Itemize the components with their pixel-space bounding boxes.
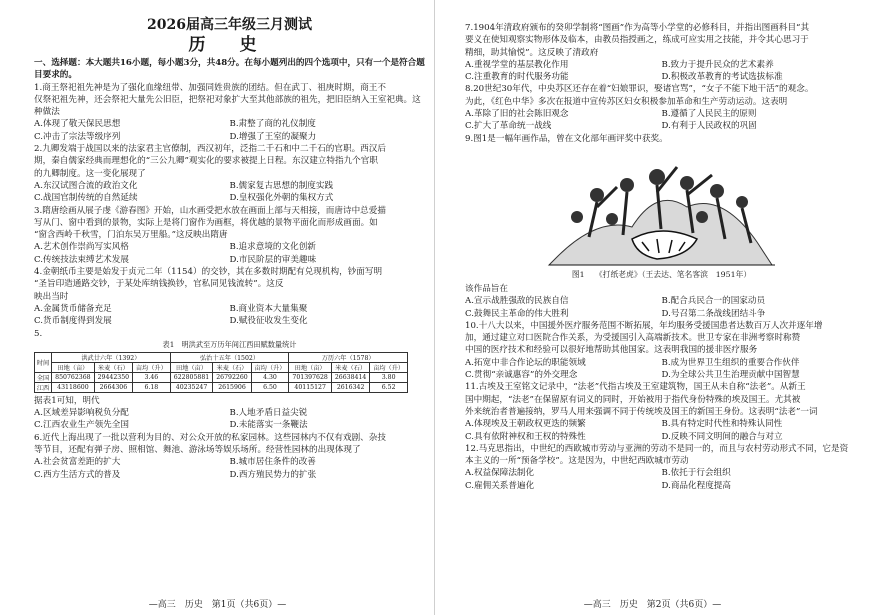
- answer-option: C.鼓舞民主革命的伟大胜利: [465, 308, 569, 319]
- table-subhead: 田地（亩）: [170, 362, 213, 372]
- answer-options: [465, 295, 858, 320]
- table-cell: 3.46: [133, 372, 171, 382]
- question-stem-line: 期，秦自儒家经典而理想化的“三公九卿”观实化的要求被提上日程。东汉建立特指九个官职: [34, 156, 378, 167]
- table-cell: 3.80: [370, 372, 408, 382]
- table-cell: 622805881: [170, 372, 213, 382]
- answer-options: [34, 118, 425, 143]
- answer-option: D.商品化程度提高: [661, 480, 731, 491]
- figure-caption: [465, 269, 858, 281]
- question-stem-line: 3.隋唐绘画从展子虔《游春图》开始，山水画受把水放在画面上部与天相接，而唐诗中总爱描: [34, 205, 386, 216]
- answer-option: A.宣示战胜强敌的民族自信: [465, 296, 569, 307]
- answer-option: B.追求意境的文化创新: [229, 242, 316, 253]
- answer-options: [34, 180, 425, 205]
- table-period: 弘治十五年（1502）: [170, 352, 289, 362]
- question-stem-line: 11.古埃及王室铭文记录中，“法老”代指古埃及王室建筑物，国王从未自称“法老”。从新王: [465, 382, 806, 393]
- answer-option: B.遵循了人民民主的原则: [661, 109, 757, 120]
- answer-option: C.贯彻“亲诚惠容”的外交理念: [465, 370, 578, 381]
- question-stem-line: 1.商王祭祀祖先神是为了强化血缘纽带、加强同姓贵族的团结。但在武丁、祖庚时期，商王不: [34, 82, 386, 93]
- answer-options: [34, 241, 425, 266]
- answer-option: A.金属货币储备充足: [34, 303, 112, 314]
- table-subhead: 亩均（升）: [251, 362, 289, 372]
- answer-option: B.具有特定时代性和特殊认同性: [661, 419, 783, 430]
- answer-option: A.体现了敬天保民思想: [34, 119, 121, 130]
- answer-option: D.有利于人民政权的巩固: [661, 121, 757, 132]
- table-cell: 6.18: [133, 382, 171, 392]
- answer-option: D.未能落实一条鞭法: [229, 420, 308, 431]
- answer-option: A.东汉试图合流的政治文化: [34, 180, 138, 191]
- table-subhead: 亩均（升）: [370, 362, 408, 372]
- question-stem-line: 4.金朝纸币主要是始发于贞元二年（1154）的交钞，其在多数时期配有兑现机构，钞面写明: [34, 267, 383, 278]
- question-stem-line: 该作品旨在: [465, 283, 508, 294]
- question-stem-line: 为此，《红色中华》多次在报道中宣传苏区妇女积极参加革命和生产劳动运动。这表明: [465, 96, 788, 107]
- answer-options: [465, 108, 858, 133]
- section-instructions: 一、选择题：本大题共16小题，每小题3分，共48分。在每小题列出的四个选项中，只有一个是符合题目要求的。: [34, 58, 425, 81]
- answer-option: C.江西农业生产领先全国: [34, 420, 129, 431]
- answer-option: B.人地矛盾日益尖锐: [229, 408, 308, 419]
- question-stem-line: 中国的医疗技术和经验可以很好地帮助其他国家。这表明我国的援非医疗服务: [465, 345, 758, 356]
- answer-options: [465, 467, 858, 492]
- answer-option: C.传统技法束缚艺术发展: [34, 254, 129, 265]
- answer-option: C.西方生活方式的普及: [34, 469, 121, 480]
- table-cell: 2664306: [94, 382, 132, 392]
- figure-title: 《打纸老虎》（王去达、笔名客滨 1951年）: [594, 269, 752, 279]
- question-stem-line: 7.1904年清政府颁布的癸卯学制将“图画”作为高等小学堂的必修科目，并指出图画科目“其: [465, 23, 810, 33]
- table-cell: 26792260: [213, 372, 251, 382]
- table-cell: 29442350: [94, 372, 132, 382]
- answer-option: C.注重教育的时代服务功能: [465, 72, 569, 83]
- answer-option: D.为全球公共卫生治理贡献中国智慧: [661, 370, 800, 381]
- answer-option: B.肃整了商的礼仪制度: [229, 119, 316, 130]
- answer-options: [34, 407, 425, 432]
- answer-options: [34, 303, 425, 328]
- question-stem-line: “圣旨印造通路交钞，于某处库纳钱换钞，官私同见钱流转”。这反: [34, 279, 284, 290]
- answer-option: C.战国官制传统的自然延续: [34, 193, 138, 204]
- answer-option: D.皇权强化外朝的集权方式: [229, 193, 334, 204]
- page-2: [435, 0, 870, 615]
- answer-option: B.商业资本大量集聚: [229, 303, 308, 314]
- answer-option: B.致力于提升民众的艺术素养: [661, 59, 774, 70]
- answer-option: A.革除了旧的社会陈旧观念: [465, 109, 569, 120]
- table-cell: 6.50: [251, 382, 289, 392]
- table-subhead: 田地（亩）: [289, 362, 332, 372]
- table-cell: 2615906: [213, 382, 251, 392]
- table-cell: 850762368: [52, 372, 95, 382]
- answer-option: B.儒家复古思想的制度实践: [229, 180, 334, 191]
- answer-option: D.西方殖民势力的扩张: [229, 469, 317, 480]
- table-caption: 表1 明洪武至万历年间江西田赋数量统计: [162, 339, 297, 349]
- subject-title: 历 史: [188, 35, 271, 55]
- answer-option: B.配合兵民合一的国家动员: [661, 296, 766, 307]
- question-stem-line: 10.十八大以来，中国援外医疗服务范围不断拓展，年均服务受援国患者达数百万人次并逐年增: [465, 320, 823, 331]
- table-period: 万历六年（1578）: [289, 352, 408, 362]
- table-cell: 2616342: [331, 382, 369, 392]
- answer-option: D.积极改革教育的考试选拔标准: [661, 72, 783, 83]
- table-period: 洪武廿六年（1392）: [52, 352, 171, 362]
- question-stem-line: 12.马克思指出，中世纪的西欧城市劳动与亚洲的劳动不是同一的，而且与农村劳动形式不同，它是资: [465, 443, 849, 454]
- table-subhead: 米麦（石）: [331, 362, 369, 372]
- question-stem-line: 据表1可知，明代: [34, 395, 100, 406]
- table-row-label: 江西: [35, 382, 52, 392]
- question-stem-line: 国中期起，“法老”在保留原有词义的同时，开始被用于指代身份特殊的埃及国王。尤其被: [465, 394, 801, 405]
- answer-option: C.扩大了革命统一战线: [465, 121, 552, 132]
- table-col-time: 时间: [35, 352, 52, 372]
- answer-option: A.区域差异影响税负分配: [34, 408, 129, 419]
- exam-title: 2026届高三年级三月测试: [147, 17, 312, 33]
- table-subhead: 田地（亩）: [52, 362, 95, 372]
- table-cell: 40115127: [289, 382, 332, 392]
- table-subhead: 米麦（石）: [213, 362, 251, 372]
- footer-page-2: —高三 历史 第2页（共6页）—: [583, 600, 722, 610]
- question-stem-line: “窗含西岭千秋雪，门泊东吴万里船。”这反映出隋唐: [34, 230, 228, 241]
- table-cell: 4.30: [251, 372, 289, 382]
- question-stem-line: 8.20世纪30年代，中央苏区还存在着“妇娘罪识，娶诸官骂”，“女子不能下地干活”的观念。: [465, 84, 814, 95]
- answer-option: A.拓宽中非合作论坛的职能领域: [465, 357, 586, 368]
- table-subhead: 米麦（石）: [94, 362, 132, 372]
- table-row-label: 全国: [35, 372, 52, 382]
- question-stem-line: 外来统治者普遍接纳，罗马人用来强调不同于传统埃及国王的新国王身份。这表明“法老”一词: [465, 406, 818, 417]
- question-stem-line: 6.近代上海出现了一批以营利为目的、对公众开放的私家园林。这些园林内不仅有戏剧、杂技: [34, 432, 386, 443]
- question-stem-line: 映出当时: [34, 291, 69, 302]
- answer-option: C.雇佣关系普遍化: [465, 480, 535, 491]
- question-stem-line: 精细，助其愉悦”。这反映了清政府: [465, 47, 599, 58]
- table-subhead: 亩均（升）: [133, 362, 171, 372]
- table-row: [35, 382, 408, 392]
- table-cell: 43118600: [52, 382, 95, 392]
- question-stem-line: 2.九卿发端于战国以来的法家君主官僚制，西汉初年，泛指二千石和中二千石的官职。西汉后: [34, 144, 386, 155]
- answer-option: A.重视学堂的基层教化作用: [465, 59, 569, 70]
- answer-option: D.增强了王室的凝聚力: [229, 131, 317, 142]
- answer-options: [465, 59, 858, 84]
- answer-option: B.依托于行会组织: [661, 468, 731, 479]
- answer-option: C.货币制度得到发展: [34, 316, 112, 327]
- tax-table: [34, 352, 408, 393]
- question-stem-line: 5.: [34, 328, 43, 339]
- table-row: [35, 372, 408, 382]
- answer-option: D.赋役征收发生变化: [229, 316, 308, 327]
- answer-option: C.具有依附神权和王权的特殊性: [465, 431, 586, 442]
- answer-option: A.体现埃及王朝政权更迭的频繁: [465, 419, 586, 430]
- figure-label: 图1: [571, 269, 585, 279]
- answer-option: B.成为世界卫生组织的重要合作伙伴: [661, 357, 800, 368]
- woodcut-illustration: [537, 147, 787, 269]
- answer-option: D.号召第二条战线团结斗争: [661, 308, 766, 319]
- answer-options: [34, 456, 425, 481]
- question-stem-line: 仅祭祀祖先神，还会祭祀大量先公旧臣，把祭祀对象扩大至其他部族的祖先，把旧臣纳入王室祀典。这种做法: [34, 94, 421, 118]
- answer-option: C.冲击了宗法等级序列: [34, 131, 121, 142]
- question-stem-line: 写从门、窗中看到的景物，实际上是将门窗作为画框，将优越的景物平面化而形成画面。如: [34, 217, 378, 228]
- answer-option: A.社会贫富差距的扩大: [34, 457, 121, 468]
- table-cell: 701397628: [289, 372, 332, 382]
- answer-options: [465, 418, 858, 443]
- table-cell: 26638414: [331, 372, 369, 382]
- table-cell: 40235247: [170, 382, 213, 392]
- answer-option: A.权益保障法制化: [465, 468, 535, 479]
- question-stem-line: 加，通过建立对口医院合作关系，为受援国引入高端新技术。世卫专家在非洲考察时称赞: [465, 333, 801, 344]
- question-stem-line: 要义在使知观察实物形体及临本，由教员指授画之，练成可应实用之技能，并令其心思习于: [465, 35, 809, 46]
- question-stem-line: 本主义的一所“预备学校”。这是因为，中世纪西欧城市劳动: [465, 456, 689, 467]
- answer-option: A.艺术创作崇尚写实风格: [34, 242, 129, 253]
- answer-option: D.反映不同文明间的融合与对立: [661, 431, 783, 442]
- question-stem-line: 等节目，还配有弹子房、照相馆、舞池、游泳场等娱乐场所。经营性园林的出现体现了: [34, 445, 361, 456]
- answer-options: [465, 357, 858, 382]
- table-cell: 6.52: [370, 382, 408, 392]
- footer-page-1: —高三 历史 第1页（共6页）—: [148, 600, 287, 610]
- question-stem-line: 9.图1是一幅年画作品，曾在文化部年画评奖中获奖。: [465, 133, 668, 144]
- answer-option: D.市民阶层的审美趣味: [229, 254, 317, 265]
- answer-option: B.城市居住条件的改善: [229, 457, 316, 468]
- question-stem-line: 的九卿制度。这一变化展现了: [34, 168, 146, 179]
